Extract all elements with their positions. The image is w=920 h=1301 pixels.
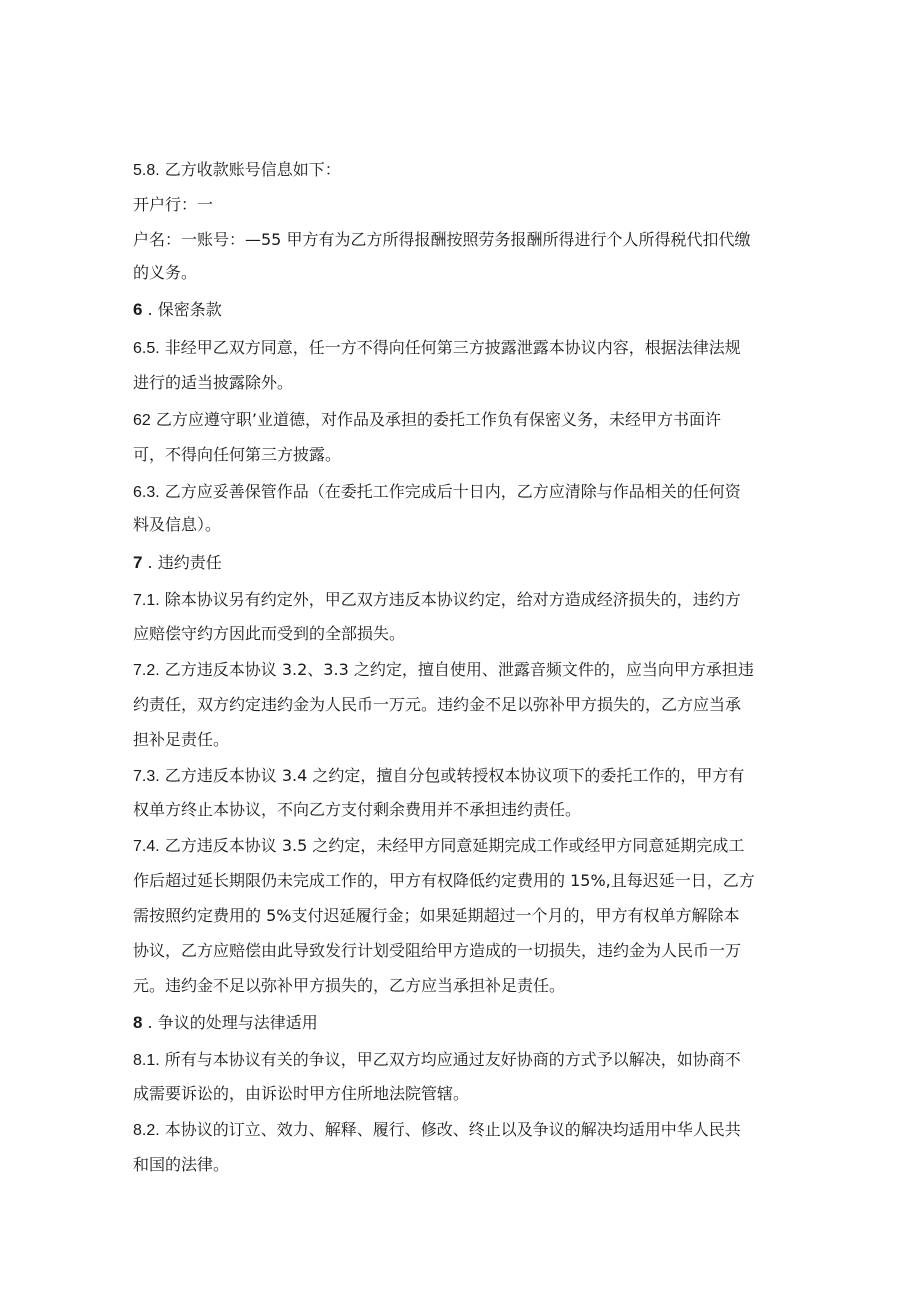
clause-7-3 <box>133 766 744 787</box>
clause-text: 户名：一账号：—55 甲方有为乙方所得报酬按照劳务报酬所得进行个人所得税代扣代缴 <box>133 230 751 249</box>
clause-text: 担补足责任。 <box>133 730 230 749</box>
bank-line <box>133 195 213 215</box>
clause-text: 乙方违反本协议 3.4 之约定，擅自分包或转授权本协议项下的委托工作的，甲方有 <box>159 766 745 785</box>
section-heading-6 <box>133 300 222 320</box>
clause-text: 和国的法律。 <box>133 1155 230 1174</box>
clause-7-3-cont <box>133 800 581 820</box>
section-number: 7 <box>133 553 143 572</box>
section-heading-8 <box>133 1013 318 1033</box>
section-title: . 违约责任 <box>142 553 222 572</box>
clause-text: 成需要诉讼的，由诉讼时甲方住所地法院管辖。 <box>133 1084 470 1103</box>
clause-text: 约责任，双方约定违约金为人民币一万元。违约金不足以弥补甲方损失的，乙方应当承 <box>133 695 742 714</box>
clause-6-2-cont <box>133 445 341 465</box>
clause-8-2 <box>133 1120 741 1141</box>
clause-5-8 <box>133 160 341 181</box>
clause-number: 7.4. <box>133 838 160 855</box>
clause-text: 应赔偿守约方因此而受到的全部损失。 <box>133 624 406 643</box>
clause-6-2 <box>133 410 721 431</box>
clause-7-2-cont <box>133 695 741 715</box>
clause-8-2-cont <box>133 1155 229 1175</box>
clause-text: 作后超过延长期限仍未完成工作的，甲方有权降低约定费用的 15%,且每迟延一日，乙方 <box>133 871 755 890</box>
clause-text: 乙方违反本协议 3.5 之约定，未经甲方同意延期完成工作或经甲方同意延期完成工 <box>159 836 745 855</box>
clause-text: 权单方终止本协议，不向乙方支付剩余费用并不承担违约责任。 <box>133 800 582 819</box>
clause-text: 可，不得向任何第三方披露。 <box>133 445 342 464</box>
clause-text: 需按照约定费用的 5%支付迟延履行金；如果延期超过一个月的，甲方有权单方解除本 <box>133 906 740 925</box>
clause-number: 6.3. <box>133 484 160 501</box>
clause-7-4-cont <box>133 941 741 961</box>
clause-number: 62 <box>133 412 151 429</box>
account-line-cont <box>133 263 197 283</box>
clause-number: 5.8. <box>133 162 160 179</box>
clause-7-2 <box>133 660 754 681</box>
section-number: 8 <box>133 1013 143 1032</box>
clause-7-4-cont <box>133 871 755 891</box>
clause-text: 协议，乙方应赔偿由此导致发行计划受阻给甲方造成的一切损失，违约金为人民币一万 <box>133 941 742 960</box>
clause-7-1-cont <box>133 624 405 644</box>
clause-number: 7.2. <box>133 662 160 679</box>
clause-text: 所有与本协议有关的争议，甲乙双方均应通过友好协商的方式予以解决，如协商不 <box>159 1050 741 1069</box>
clause-text: 乙方应遵守职’业道德，对作品及承担的委托工作负有保密义务，未经甲方书面许 <box>150 410 721 429</box>
clause-text: 料及信息）。 <box>133 515 222 534</box>
clause-text: 的义务。 <box>133 263 198 282</box>
clause-number: 6.5. <box>133 340 160 357</box>
clause-text: 本协议的订立、效力、解释、履行、修改、终止以及争议的解决均适用中华人民共 <box>159 1120 741 1139</box>
clause-7-4-cont <box>133 976 565 996</box>
clause-6-3 <box>133 482 741 503</box>
section-title: . 保密条款 <box>142 300 222 319</box>
clause-7-4 <box>133 836 744 857</box>
clause-number: 8.2. <box>133 1122 160 1139</box>
clause-text: 非经甲乙双方同意，任一方不得向任何第三方披露泄露本协议内容，根据法律法规 <box>159 338 741 357</box>
clause-number: 7.3. <box>133 768 160 785</box>
clause-text: 除本协议另有约定外，甲乙双方违反本协议约定，给对方造成经济损失的，违约方 <box>159 590 741 609</box>
clause-8-1-cont <box>133 1084 469 1104</box>
section-number: 6 <box>133 300 143 319</box>
clause-7-1 <box>133 590 741 611</box>
clause-text: 乙方违反本协议 3.2、3.3 之约定，擅自使用、泄露音频文件的，应当向甲方承担违 <box>159 660 754 679</box>
section-heading-7 <box>133 553 222 573</box>
clause-8-1 <box>133 1050 741 1071</box>
clause-6-5 <box>133 338 741 359</box>
account-line <box>133 230 750 250</box>
clause-6-5-cont <box>133 373 293 393</box>
clause-text: 开户行：一 <box>133 195 214 214</box>
clause-text: 乙方应妥善保管作品（在委托工作完成后十日内，乙方应清除与作品相关的任何资 <box>159 482 741 501</box>
clause-7-2-cont <box>133 730 229 750</box>
clause-text: 乙方收款账号信息如下： <box>159 160 341 179</box>
clause-6-3-cont <box>133 515 221 535</box>
clause-number: 8.1. <box>133 1052 160 1069</box>
clause-7-4-cont <box>133 906 739 926</box>
clause-text: 进行的适当披露除外。 <box>133 373 294 392</box>
clause-text: 元。违约金不足以弥补甲方损失的，乙方应当承担补足责任。 <box>133 976 566 995</box>
clause-number: 7.1. <box>133 592 160 609</box>
section-title: . 争议的处理与法律适用 <box>142 1013 318 1032</box>
